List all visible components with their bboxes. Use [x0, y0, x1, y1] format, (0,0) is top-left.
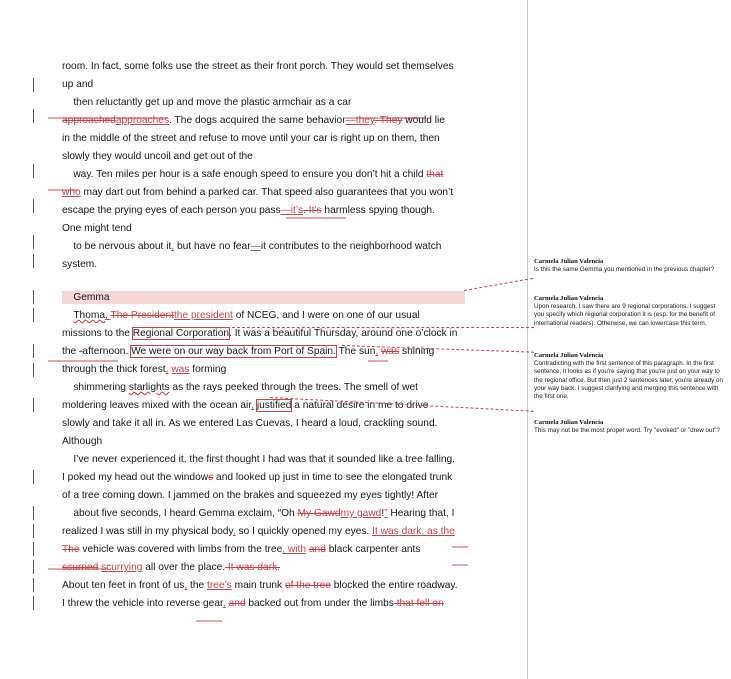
comment-author: Carmela Julian Valencia: [534, 352, 604, 359]
text-run: !: [381, 508, 385, 519]
deleted-text: was: [381, 346, 400, 357]
change-bar: [33, 109, 34, 123]
inserted-text: the president: [173, 310, 233, 321]
text-run: I poked my head out the window: [62, 472, 209, 483]
comment-text: Is this the same Gemma you mentioned in the previous chapter?: [534, 266, 715, 273]
deleted-text: -: [79, 346, 83, 357]
revision-mark: [368, 360, 388, 362]
text-run: The sun: [335, 346, 376, 357]
inserted-text: ,: [171, 241, 175, 252]
text-run: shining: [399, 346, 435, 357]
text-run: system.: [62, 259, 98, 270]
inserted-text: who: [62, 187, 81, 198]
change-bar: [33, 524, 34, 538]
revision-mark: [452, 564, 468, 566]
text-run: [62, 292, 73, 303]
change-bar: [33, 344, 34, 358]
change-bar: [33, 398, 34, 412]
text-run: harmless spying though.: [321, 205, 435, 216]
inserted-text: ,: [165, 364, 169, 375]
text-line: [62, 186, 453, 199]
inserted-text: , with: [282, 544, 307, 555]
text-line: [62, 168, 443, 181]
text-run: the: [62, 346, 79, 357]
comment-text: Contradicting with the first sentence of this paragraph. In the first sentence, it looks as if you're saying that you're just on your way to the regional office. But then just 2 sentences later, you're already on your way back. I suggest clarifying and merging this sentence with the first one.: [534, 360, 724, 401]
deleted-text: approached: [62, 115, 116, 126]
change-bar: [33, 290, 34, 304]
inserted-text: ,: [375, 346, 379, 357]
text-run: . The dogs acquired the same behavior: [169, 115, 346, 126]
change-bar: [33, 363, 34, 377]
text-line: [62, 60, 454, 73]
text-line: [62, 204, 435, 217]
text-line: [62, 507, 454, 520]
text-run: One might tend: [62, 223, 132, 234]
text-run: in the middle of the street and refuse to move until your car is right up on them, then: [62, 133, 440, 144]
comment-balloon[interactable]: [534, 258, 724, 274]
text-line: [62, 489, 438, 502]
deleted-text: My Gawd: [297, 508, 341, 519]
text-run: of NCEG, and I were on one of our usual: [232, 310, 420, 321]
deleted-text: of the tree: [284, 580, 331, 591]
text-line: [62, 291, 110, 304]
deleted-text: They: [379, 115, 403, 126]
deleted-text: that fell on: [393, 598, 444, 609]
text-line: [62, 543, 420, 556]
inserted-text: they: [355, 115, 375, 126]
text-run: main trunk: [231, 580, 285, 591]
text-run: then reluctantly get up and move the plastic armchair as a car: [62, 97, 352, 108]
change-bar: [33, 596, 34, 610]
change-bar: [33, 542, 34, 556]
text-run: I threw the vehicle into reverse gear: [62, 598, 223, 609]
markup-pane-divider: [527, 0, 528, 679]
text-run: escape the prying eyes of each person you pass: [62, 205, 281, 216]
text-run: through the thick forest: [62, 364, 166, 375]
text-run: black carpenter ants: [325, 544, 421, 555]
text-line: [62, 561, 280, 574]
comment-highlight: [62, 291, 465, 304]
text-line: [62, 78, 93, 91]
text-run: I’ve never experienced it, the first thought I had was that it sounded like a tree falling.: [62, 454, 456, 465]
text-run: slowly and take it all in. As we entered Las Cuevas, I heard a loud, crackling sound.: [62, 418, 438, 429]
comment-author: Carmela Julian Valencia: [534, 258, 604, 265]
text-run: about five seconds, I heard Gemma exclaim, “Oh: [62, 508, 298, 519]
text-line: [62, 258, 97, 271]
inserted-text: tree’s: [207, 580, 232, 591]
inserted-text: ”: [384, 508, 388, 519]
deleted-text: .: [374, 115, 380, 126]
inserted-text: my gawd: [340, 508, 382, 519]
text-run: as the rays peeked through the trees. The smell of wet: [169, 382, 418, 393]
text-run: Hearing that, I: [387, 508, 455, 519]
deleted-text: scurried: [62, 562, 99, 573]
inserted-text: ,: [222, 598, 226, 609]
deleted-text: It’s: [308, 205, 322, 216]
text-line: [62, 417, 437, 430]
inserted-text: It was dark, as the: [372, 526, 455, 537]
text-run: shimmering: [62, 382, 129, 393]
text-run: but have no fear: [174, 241, 251, 252]
text-run: About ten feet in front of us: [62, 580, 185, 591]
inserted-text: was: [171, 364, 190, 375]
text-line: [62, 381, 418, 394]
text-line: [62, 399, 428, 412]
text-run: vehicle was covered with limbs from the tree: [79, 544, 283, 555]
text-run: Although: [62, 436, 103, 447]
inserted-text: ,: [184, 580, 188, 591]
inserted-text: —: [280, 205, 291, 216]
change-bar: [33, 164, 34, 178]
text-line: [62, 309, 420, 322]
deleted-text: It was dark.: [225, 562, 281, 573]
text-line: [62, 96, 351, 109]
text-run: and looked up just in time to see the elongated trunk: [213, 472, 453, 483]
text-line: [62, 114, 445, 127]
text-run: realized I was still in my physical body: [62, 526, 233, 537]
text-line: [62, 579, 458, 592]
text-run: the: [187, 580, 208, 591]
commented-text: We were on our way back from Port of Spain.: [131, 346, 336, 357]
text-line: [62, 471, 452, 484]
text-line: [62, 132, 440, 145]
text-run: blocked the entire roadway.: [330, 580, 458, 591]
text-run: missions to the: [62, 328, 133, 339]
text-run: room. In fact, some folks use the street as their front porch. They would set themselves: [62, 61, 454, 72]
text-run: Gemma: [73, 292, 110, 303]
text-line: [62, 150, 253, 163]
text-run: to be nervous about it: [62, 241, 172, 252]
revision-mark: [48, 360, 118, 362]
text-run: of a tree coming down. I jammed on the brakes and squeezed my eyes tightly! After: [62, 490, 439, 501]
inserted-text: —: [345, 115, 356, 126]
text-run: [62, 310, 73, 321]
comment-text: This may not be the most proper word. Try "evoked" or "drew out"?: [534, 427, 721, 434]
inserted-text: —: [250, 241, 261, 252]
text-line: [62, 435, 102, 448]
change-bar: [33, 308, 34, 322]
change-bar: [33, 506, 34, 520]
spelling-flag: starlights: [128, 382, 170, 393]
deleted-text: s: [208, 472, 214, 483]
inserted-text: scurrying: [101, 562, 143, 573]
text-run: up and: [62, 79, 94, 90]
text-line: [62, 597, 444, 610]
comment-balloon[interactable]: [534, 295, 724, 328]
change-bar: [33, 78, 34, 92]
text-run: so I quickly opened my eyes.: [235, 526, 373, 537]
inserted-text: ,: [232, 526, 236, 537]
text-run: backed out from under the limbs: [245, 598, 394, 609]
comment-author: Carmela Julian Valencia: [534, 295, 604, 302]
inserted-text: ,: [105, 310, 111, 321]
change-bar: [33, 470, 34, 484]
commented-text: Regional Corporation: [132, 328, 230, 339]
inserted-text: approaches: [115, 115, 170, 126]
text-run: would lie: [402, 115, 445, 126]
deleted-text: and: [228, 598, 246, 609]
change-bar: [33, 199, 34, 213]
deleted-text: .: [303, 205, 309, 216]
deleted-text: and: [308, 544, 326, 555]
text-run: afternoon.: [82, 346, 132, 357]
text-run: may dart out from behind a parked car. That speed also guarantees that you won’t: [80, 187, 454, 198]
text-line: [62, 240, 441, 253]
comment-connector: [232, 327, 534, 328]
text-line: [62, 327, 457, 340]
spelling-flag: Thoma: [73, 310, 106, 321]
text-run: forming: [189, 364, 227, 375]
text-run: it contributes to the neighborhood watch: [260, 241, 442, 252]
change-bar: [33, 235, 34, 249]
revision-mark: [452, 546, 468, 548]
text-line: [62, 525, 455, 538]
text-run: . It was a beautiful Thursday, around one o’clock in: [229, 328, 458, 339]
comment-balloon[interactable]: [534, 352, 724, 401]
text-line: [62, 453, 455, 466]
change-bar: [33, 254, 34, 268]
inserted-text: it’s: [290, 205, 304, 216]
comment-balloon[interactable]: [534, 419, 724, 435]
revision-mark: [286, 217, 346, 219]
deleted-text: that: [426, 169, 444, 180]
text-run: way. Ten miles per hour is a safe enough speed to ensure you don’t hit a child: [62, 169, 427, 180]
text-line: [62, 222, 132, 235]
text-run: slowly they would uncoil and get out of the: [62, 151, 253, 162]
text-run: a natural desire in me to drive: [291, 400, 429, 411]
commented-text: justified: [256, 400, 292, 411]
comment-author: Carmela Julian Valencia: [534, 419, 604, 426]
deleted-text: The President: [110, 310, 174, 321]
text-run: all over the place.: [142, 562, 226, 573]
change-bar: [33, 560, 34, 574]
revision-mark: [196, 620, 222, 622]
text-run: moldering leaves mixed with the ocean air: [62, 400, 252, 411]
text-line: [62, 363, 226, 376]
inserted-text: ,: [251, 400, 254, 411]
comment-text: Upon research, I saw there are 9 regional corporations. I suggest you specify which regional corporation it is (esp. for the benefit of international readers). Otherwise, we can lowercase this term.: [534, 303, 716, 327]
change-bar: [33, 578, 34, 592]
deleted-text: The: [62, 544, 80, 555]
